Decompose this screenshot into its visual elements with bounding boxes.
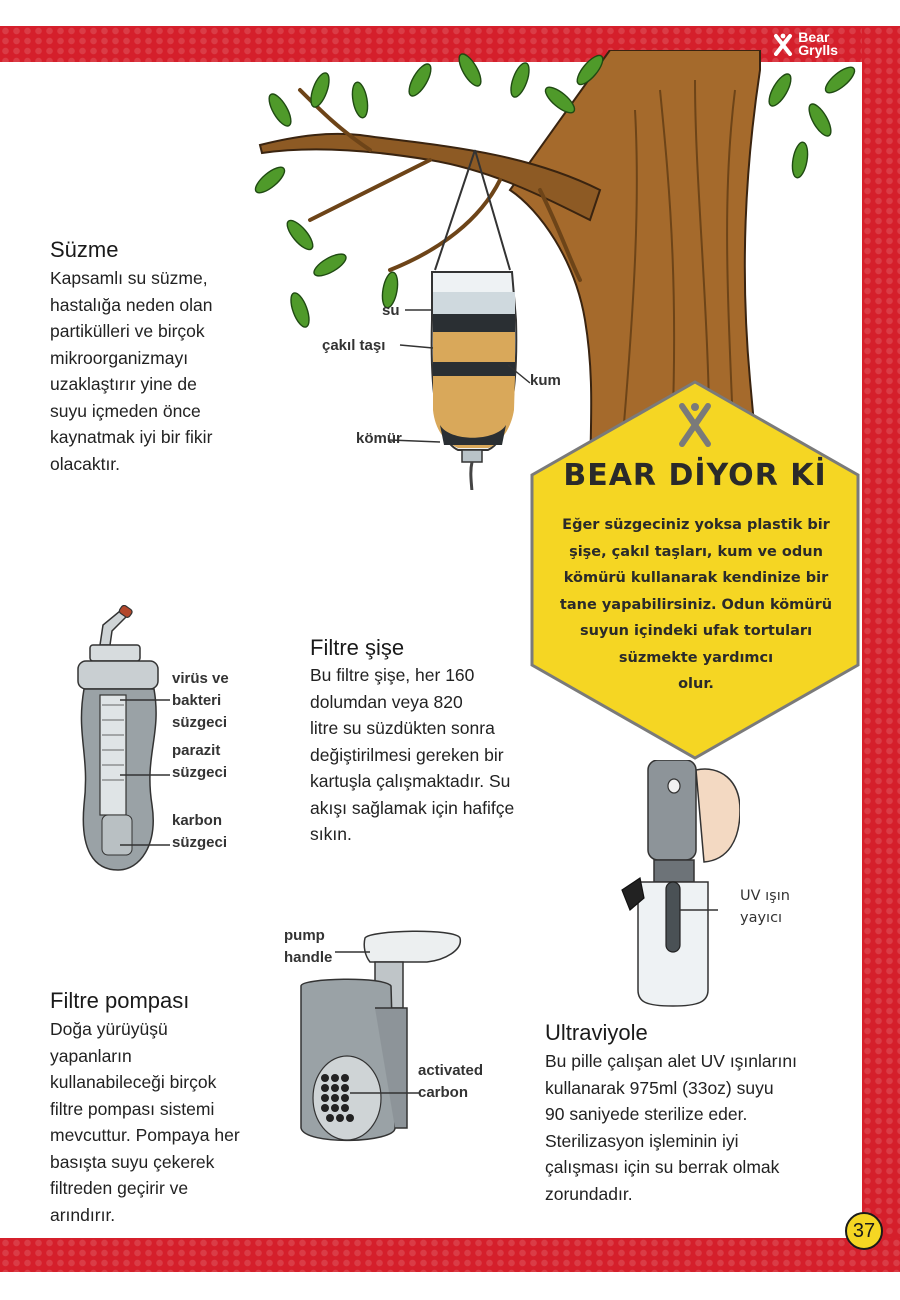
label-kum: kum [530,372,561,389]
section-body-filtre-pompasi: Doğa yürüyüşü yapanların kullanabileceği birçok filtre pompası sistemi mevcuttur. Pompaya her basışta suyu çekerek filtreden geçirir ve arındırır. [50,1019,240,1225]
label-parazit-suzgeci: parazit süzgeci [172,742,228,781]
right-border [862,26,900,1258]
label-activated-carbon: activated carbon [418,1062,484,1101]
section-body-ultraviyole: Bu pille çalışan alet UV ışınlarını kullanarak 975ml (33oz) suyu 90 saniyede sterilize eder. Sterilizasyon işleminin iyi çalışması için su berrak olmak zorundadır. [545,1051,797,1204]
page-number: 37 [845,1212,883,1250]
section-body-suzme: Kapsamlı su süzme, hastalığa neden olan partikülleri ve birçok mikroorganizmayı uzaklaştırır yine de suyu içmeden önce kaynatmak iyi bir fikir olacaktır. [50,268,213,474]
section-title-ultraviyole: Ultraviyole [545,1020,648,1045]
section-body-filtre-sise: Bu filtre şişe, her 160 dolumdan veya 820 litre su süzdükten sonra değiştirilmesi gereken bir kartuşla çalışmaktadır. Su akışı sağlamak için hafifçe sıkın. [310,665,515,844]
bear-says-body: Eğer süzgeciniz yoksa plastik bir şişe, çakıl taşları, kum ve odun kömürü kullanarak kendinize bir tane yapabilirsiniz. Odun kömürü suyun içindeki ufak tortuları süzmekte yardımcı olur. [559,517,833,692]
filter-bottle-illustration [70,605,170,875]
label-cakil-tasi: çakıl taşı [322,337,386,354]
label-karbon-suzgeci: karbon süzgeci [172,812,228,851]
bottom-border [0,1238,900,1272]
bear-says-title: BEAR DİYOR Kİ [563,458,827,493]
label-pump-handle: pump handle [284,927,333,966]
section-title-filtre-pompasi: Filtre pompası [50,988,190,1013]
label-komur: kömür [356,430,402,447]
brand-name: Bear Grylls [798,29,838,58]
label-virus-bakteri-suzgeci: virüs ve bakteri süzgeci [172,670,229,731]
label-uv-isin-yayici: UV ışın yayıcı [740,888,790,926]
section-title-suzme: Süzme [50,237,119,262]
section-title-filtre-sise: Filtre şişe [310,635,405,660]
label-su: su [382,302,400,319]
uv-sterilizer-illustration [600,760,740,1010]
